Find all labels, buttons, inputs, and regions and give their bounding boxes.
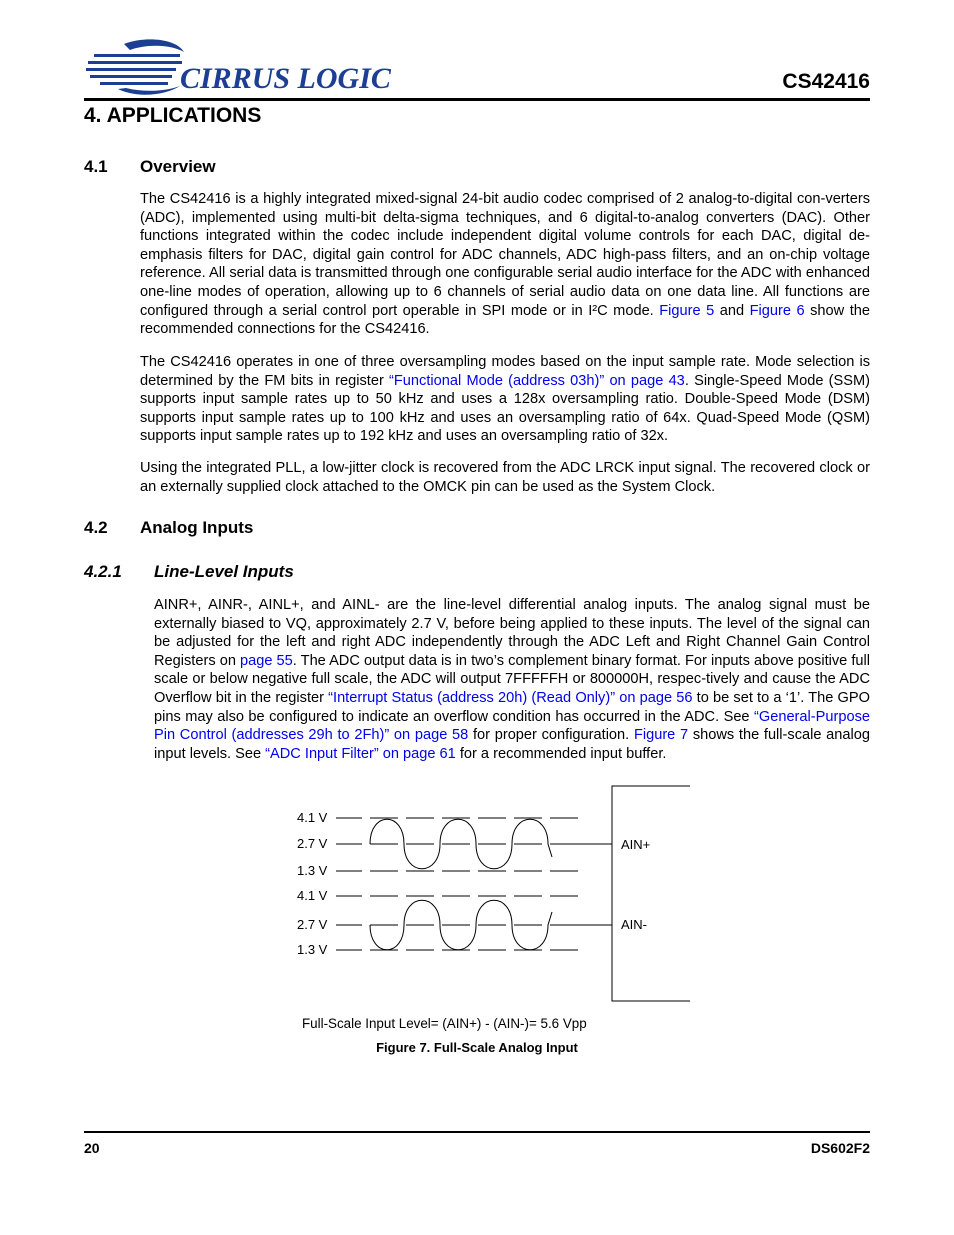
- document-code: DS602F2: [810, 1140, 870, 1156]
- overview-paragraph-3: Using the integrated PLL, a low-jitter clock is recovered from the ADC LRCK input signal. The recovered clock or an externally supplied clock attached to the OMCK pin can be used as the System Clock.: [140, 460, 870, 495]
- overview-paragraph-1: The CS42416 is a highly integrated mixed-signal 24-bit audio codec comprised of 2 analog-to-digital con-verters (ADC), implemented using multi-bit delta-sigma techniques, and 6 digital-to-analog converters (DAC). Other functions integrated within the codec include independent digital volume controls for each DAC, digital de-emphasis filters for DAC, digital gain control for ADC channels, ADC high-pass filters, and an on-chip voltage reference. All serial data is transmitted through one configurable serial audio interface for the ADC with enhanced one-line modes of operation, allowing up to 6 channels of serial audio data on one data line. All functions are configured through a serial control port operable in SPI mode or in I²C mode. Figure 5 and Figure 6 show the recommended connections for the CS42416.: [140, 191, 870, 338]
- logo-swoosh-icon: [86, 39, 184, 94]
- link-figure-5[interactable]: Figure 5: [659, 302, 715, 319]
- level-label-neg-high: 4.1 V: [297, 888, 328, 903]
- link-page-55[interactable]: page 55: [240, 652, 293, 669]
- heading-analog-inputs: 4.2 Analog Inputs: [84, 518, 254, 537]
- pin-label-ain-pos: AIN+: [621, 837, 651, 852]
- link-adc-input-filter[interactable]: “ADC Input Filter” on page 61: [265, 745, 456, 762]
- overview-paragraph-2: The CS42416 operates in one of three oversampling modes based on the input sample rate. Mode selection is determined by the FM bits in register “Functional Mode (address 03h)” on page 43. Single-Speed Mode (SSM) supports input sample rates up to 50 kHz and uses a 128x oversampling ratio. Double-Speed Mode (DSM) supports input sample rates up to 100 kHz and uses an oversampling ratio of 64x. Quad-Speed Mode (QSM) supports input sample rates up to 192 kHz and uses an oversampling ratio of 32x.: [140, 354, 870, 445]
- link-figure-7[interactable]: Figure 7: [633, 727, 689, 744]
- page-number: 20: [84, 1140, 100, 1156]
- link-interrupt-status[interactable]: “Interrupt Status (address 20h) (Read Only)” on page 56: [328, 689, 693, 706]
- level-label-pos-high: 4.1 V: [297, 810, 328, 825]
- level-label-pos-mid: 2.7 V: [297, 836, 328, 851]
- pin-label-ain-neg: AIN-: [621, 917, 647, 932]
- section-title: 4. APPLICATIONS: [84, 104, 262, 127]
- level-label-neg-mid: 2.7 V: [297, 917, 328, 932]
- footer-rule: [84, 1131, 870, 1133]
- level-dash-lines: [336, 818, 612, 950]
- heading-line-level-inputs: 4.2.1 Line-Level Inputs: [84, 562, 294, 581]
- cirrus-logic-logo: [84, 38, 404, 100]
- link-gpo-pin-control[interactable]: “General-Purpose Pin Control (addresses 29h to 2Fh)” on page 58: [154, 708, 870, 744]
- full-scale-analog-input-figure: [290, 785, 700, 1007]
- heading-overview: 4.1 Overview: [84, 157, 216, 176]
- level-label-neg-low: 1.3 V: [297, 942, 328, 957]
- level-label-pos-low: 1.3 V: [297, 863, 328, 878]
- link-functional-mode[interactable]: “Functional Mode (address 03h)” on page 43: [389, 372, 685, 389]
- figure-note: Full-Scale Input Level= (AIN+) - (AIN-)= 5.6 Vpp: [302, 1016, 587, 1031]
- line-level-paragraph: AINR+, AINR-, AINL+, and AINL- are the line-level differential analog inputs. The analog signal must be externally biased to VQ, approximately 2.7 V, before being applied to these inputs. The level of the signal can be adjusted for the left and right ADC independently through the ADC Left and Right Channel Gain Control Registers on page 55. The ADC output data is in two’s complement binary format. For inputs above positive full scale or below negative full scale, the ADC will output 7FFFFFH or 800000H, respec-tively and cause the ADC Overflow bit in the register “Interrupt Status (address 20h) (Read Only)” on page 56 to be set to a ‘1’. The GPO pins may also be configured to indicate an overflow condition has occurred in the ADC. See “General-Purpose Pin Control (addresses 29h to 2Fh)” on page 58 for proper configuration. Figure 7 shows the full-scale analog input levels. See “ADC Input Filter” on page 61 for a recommended input buffer.: [154, 597, 871, 762]
- document-id: CS42416: [782, 70, 870, 93]
- header-rule: [84, 98, 870, 101]
- figure-caption: Figure 7. Full-Scale Analog Input: [376, 1040, 578, 1055]
- adc-block-outline: [612, 786, 690, 1001]
- link-figure-6[interactable]: Figure 6: [749, 302, 805, 319]
- logo-wordmark: CIRRUS LOGIC: [180, 62, 391, 95]
